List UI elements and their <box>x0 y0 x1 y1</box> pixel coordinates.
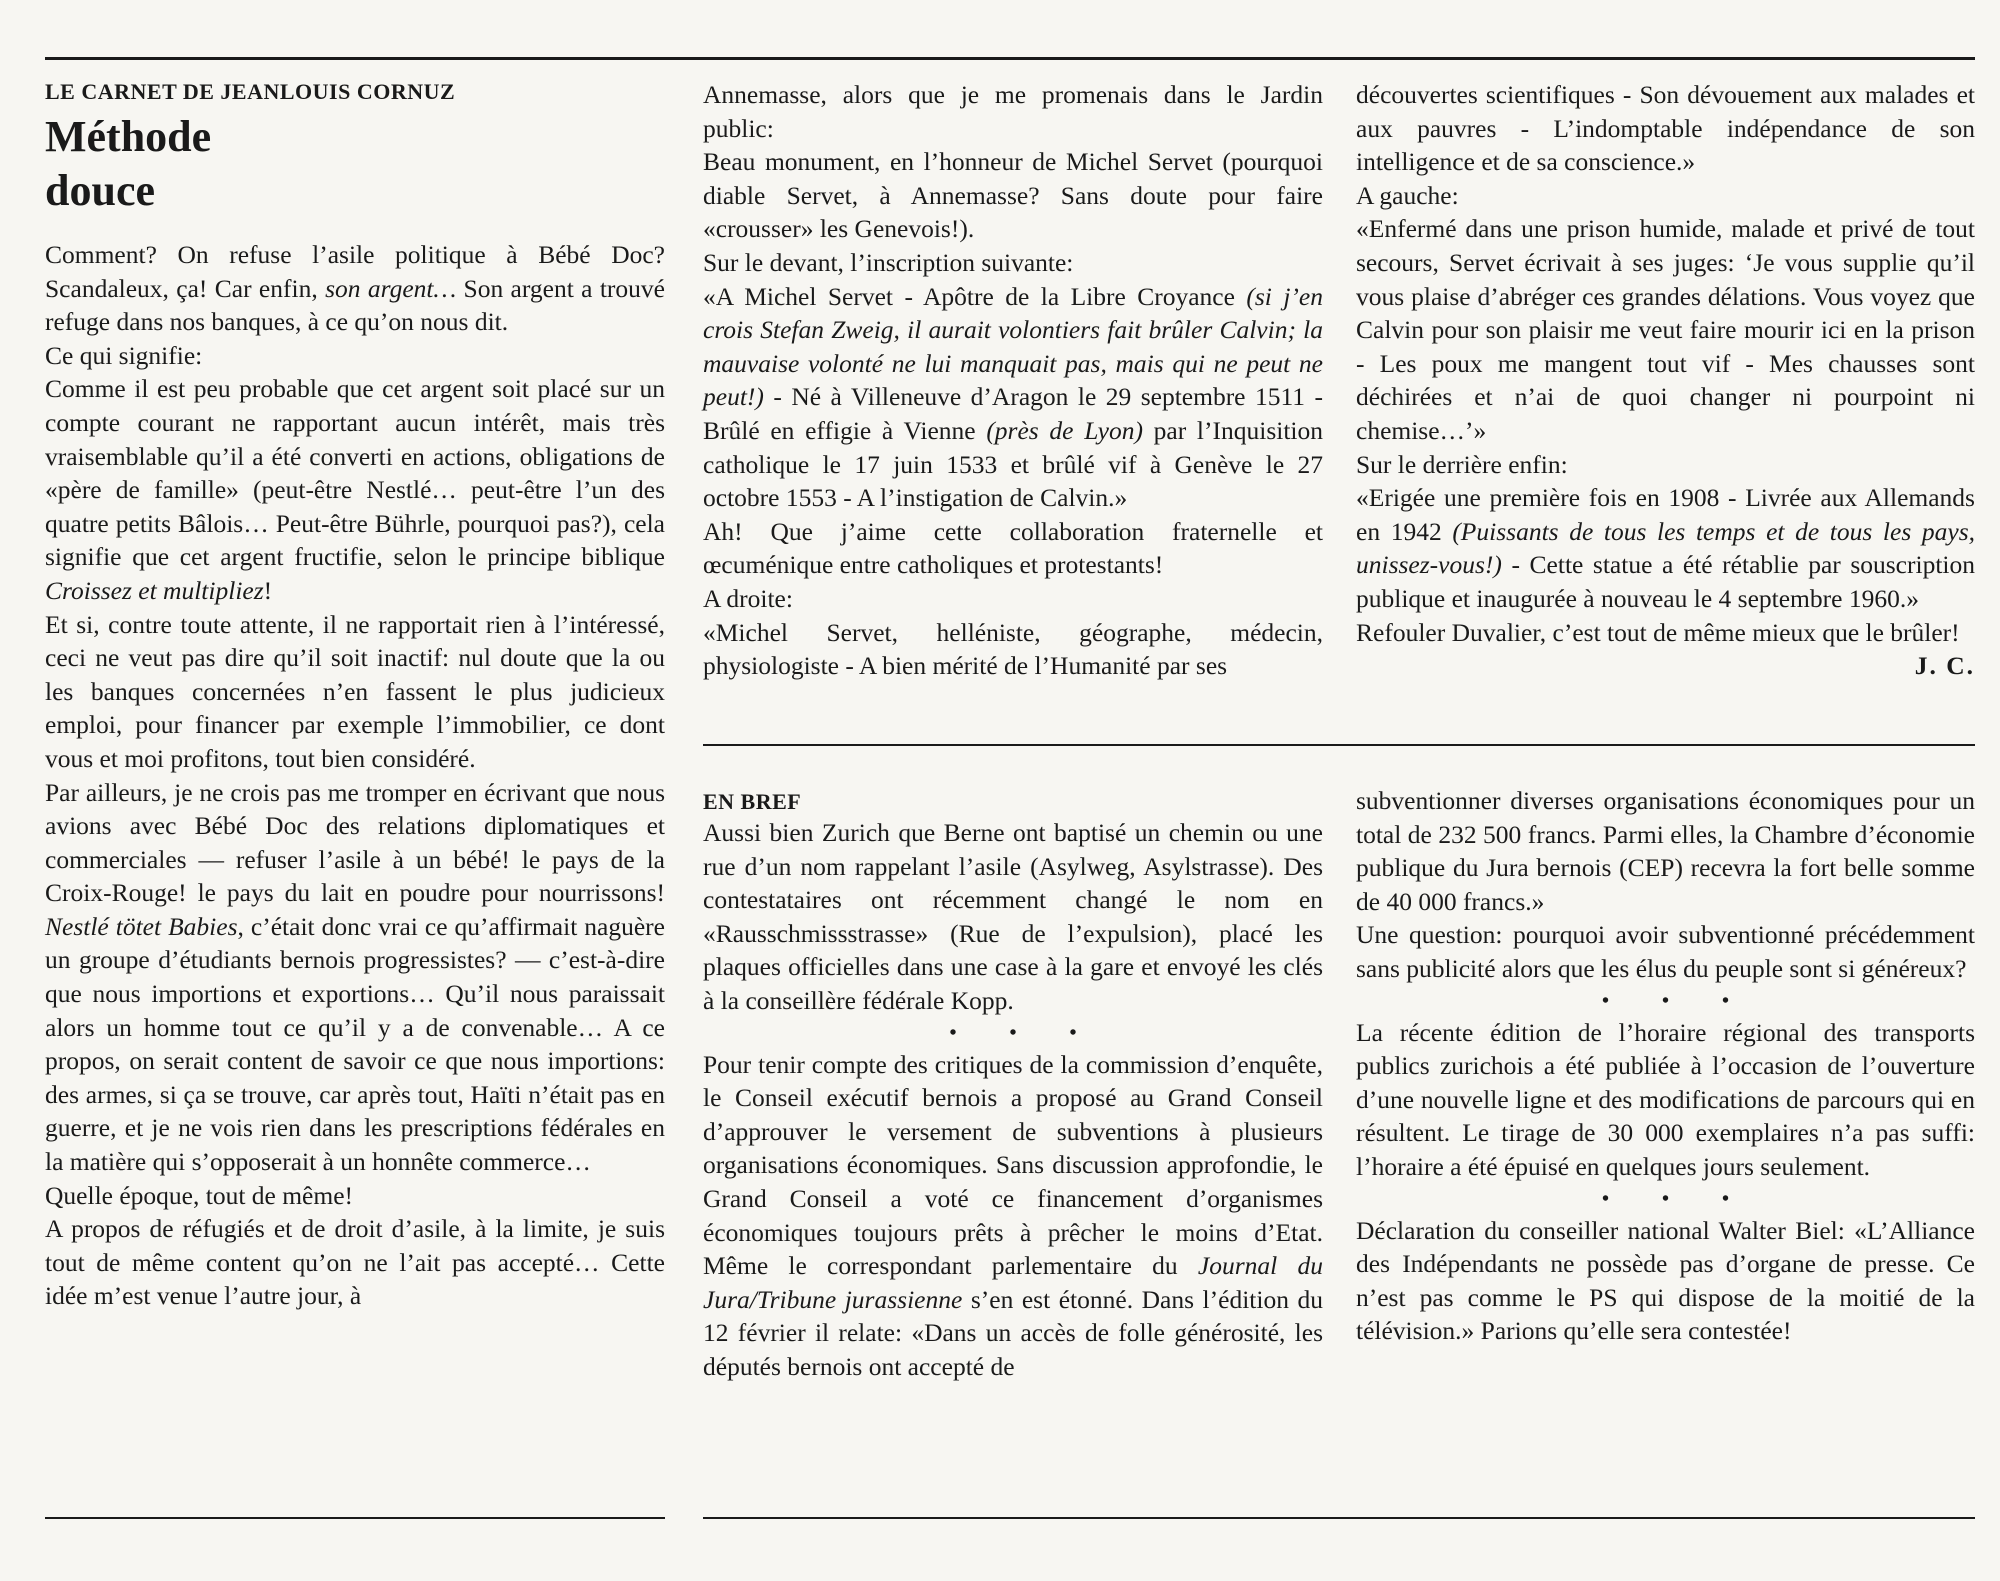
paragraph: A droite: <box>703 583 793 613</box>
paragraph: Comme il est peu probable que cet argent soit placé sur un compte courant ne rapportant aucun intérêt, mais très vraisemblable qu’il a été converti en actions, obligations de «père de famille» (peut-être Nestlé… peut-être l’un des quatre petits Bâlois… Peut-être Bührle, pourquoi pas?), cela signifie que cet argent fructifie, selon le principe biblique Croissez et multipliez! <box>45 374 665 605</box>
bottom-rule-right <box>703 1517 1975 1519</box>
paragraph: Par ailleurs, je ne crois pas me tromper en écrivant que nous avions avec Bébé Doc des relations diplomatiques et commerciales — refuser l’asile à un bébé! le pays de la Croix-Rouge! le pays du lait en poudre pour nourrissons! Nestlé tötet Babies, c’était donc vrai ce qu’affirmait naguère un groupe d’étudiants bernois progressistes? — c’est-à-dire que nous importions et exportions… Qu’il nous paraissait alors un homme tout ce qu’il y a de convenable… A ce propos, on serait content de savoir ce que nous importions: des armes, si ça se trouve, car après tout, Haïti n’était pas en guerre, et je ne vois rien dans les prescriptions fédérales en la matière qui s’opposerait à un honnête commerce… <box>45 777 665 1177</box>
paragraph: «Erigée une première fois en 1908 - Livrée aux Allemands en 1942 (Puissants de tous les temps et de tous les pays, unissez-vous!) - Cette statue a été rétablie par souscription publique et inaugurée à nouveau le 4 septembre 1960.» <box>1356 483 1975 613</box>
paragraph: «Enfermé dans une prison humide, malade et privé de tout secours, Servet écrivait à ses juges: ‘Je vous supplie qu’il vous plaise d’abréger ces grandes délations. Vous voyez que Calvin pour son plaisir me veut faire mourir ici en la prison - Les poux me mangent tout vif - Mes chausses sont déchirées et n’ai de quoi changer ni pourpoint ni chemise…’» <box>1356 214 1975 445</box>
paragraph: Déclaration du conseiller national Walter Biel: «L’Alliance des Indépendants ne possède pas d’organe de presse. Ce n’est pas comme le PS qui dispose de la moitié de la télévision.» Parions qu’elle sera contestée! <box>1356 1215 1975 1346</box>
en-bref-column-right <box>1356 784 1975 1348</box>
paragraph: Quelle époque, tout de même! <box>45 1180 354 1210</box>
paragraph: «Michel Servet, helléniste, géographe, médecin, physiologiste - A bien mérité de l’Humanité par ses <box>703 617 1323 681</box>
paragraph: Pour tenir compte des critiques de la commission d’enquête, le Conseil exécutif bernois a proposé au Grand Conseil d’approuver le versement de subventions à plusieurs organisations économiques. Sans discussion approfondie, le Grand Conseil a voté ce financement d’organismes économiques toujours prêts à prêcher le moins d’Etat. Même le correspondant parlementaire du Journal du Jura/Tribune jurassienne s’en est étonné. Dans l’édition du 12 février il relate: «Dans un accès de folle générosité, les députés bernois ont accepté de <box>703 1049 1324 1381</box>
paragraph: Beau monument, en l’honneur de Michel Servet (pourquoi diable Servet, à Annemasse? Sans doute pour faire «crousser» les Genevois!). <box>703 147 1323 244</box>
en-bref-column-left <box>703 788 1323 1384</box>
separator-dots: • • • <box>949 1021 1101 1044</box>
article-title-line-2: douce <box>45 166 155 215</box>
article-column-1 <box>45 78 665 1313</box>
paragraph: Refouler Duvalier, c’est tout de même mieux que le brûler! J. C. <box>1356 616 1975 650</box>
article-title <box>45 110 665 218</box>
paragraph: A propos de réfugiés et de droit d’asile, à la limite, je suis tout de même content qu’on ne l’ait pas accepté… Cette idée m’est venue l’autre jour, à <box>45 1214 665 1311</box>
paragraph: A gauche: <box>1356 180 1459 210</box>
paragraph: Et si, contre toute attente, il ne rapportait rien à l’intéressé, ceci ne veut pas dire qu’il soit inactif: nul doute que la ou les banques concernées n’en fassent le plus judicieux emploi, pour financer par exemple l’immobilier, ce dont vous et moi profitons, tout bien considéré. <box>45 609 665 773</box>
separator-dots: • • • <box>1601 1187 1753 1210</box>
bottom-rule-left <box>45 1517 665 1519</box>
paragraph: Ah! Que j’aime cette collaboration fraternelle et œcuménique entre catholiques et protestants! <box>703 516 1323 580</box>
paragraph: Aussi bien Zurich que Berne ont baptisé un chemin ou une rue d’un nom rappelant l’asile (Asylweg, Asylstrasse). Des contestataires ont récemment changé le nom en «Rausschmissstrasse» (Rue de l’expulsion), placé les plaques officielles dans une case à la gare et envoyé les clés à la conseillère fédérale Kopp. <box>703 818 1323 1015</box>
paragraph: La récente édition de l’horaire régional des transports publics zurichois a été publiée à l’occasion de l’ouverture d’une nouvelle ligne et des modifications de parcours qui en résultent. Le tirage de 30 000 exemplaires n’a pas suffi: l’horaire a été épuisé en quelques jours seulement. <box>1356 1017 1975 1181</box>
paragraph: Sur le derrière enfin: <box>1356 449 1568 479</box>
article-title-line-1: Méthode <box>45 112 212 161</box>
section-heading: EN BREF <box>703 789 802 814</box>
author-signature: J. C. <box>1914 651 1975 681</box>
top-rule <box>45 57 1975 60</box>
paragraph: Sur le devant, l’inscription suivante: <box>703 247 1074 277</box>
section-divider-rule <box>703 744 1975 746</box>
article-column-3 <box>1356 78 1975 683</box>
paragraph: Comment? On refuse l’asile politique à Bébé Doc? Scandaleux, ça! Car enfin, son argent… Son argent a trouvé refuge dans nos banques, à ce qu’on nous dit. <box>45 240 665 337</box>
paragraph: Ce qui signifie: <box>45 340 203 370</box>
paragraph: «A Michel Servet - Apôtre de la Libre Croyance (si j’en crois Stefan Zweig, il aurait volontiers fait brûler Calvin; la mauvaise volonté ne lui manquait pas, mais qui ne peut ne peut!) - Né à Villeneuve d’Aragon le 29 septembre 1511 - Brûlé en effigie à Vienne (près de Lyon) par l’Inquisition catholique le 17 juin 1533 et brûlé vif à Genève le 27 octobre 1553 - A l’instigation de Calvin.» <box>703 281 1323 513</box>
paragraph: Annemasse, alors que je me promenais dans le Jardin public: <box>703 80 1323 143</box>
column-kicker: LE CARNET DE JEANLOUIS CORNUZ <box>45 79 456 104</box>
separator-dots: • • • <box>1601 989 1753 1012</box>
article-column-2 <box>703 78 1323 683</box>
paragraph: subventionner diverses organisations économiques pour un total de 232 500 francs. Parmi elles, la Chambre d’économie publique du Jura bernois (CEP) recevra la fort belle somme de 40 000 francs.» <box>1356 786 1975 916</box>
paragraph: découvertes scientifiques - Son dévouement aux malades et aux pauvres - L’indomptable indépendance de son intelligence et de sa conscience.» <box>1356 80 1975 177</box>
paragraph: Une question: pourquoi avoir subventionné précédemment sans publicité alors que les élus du peuple sont si généreux? <box>1356 920 1975 983</box>
